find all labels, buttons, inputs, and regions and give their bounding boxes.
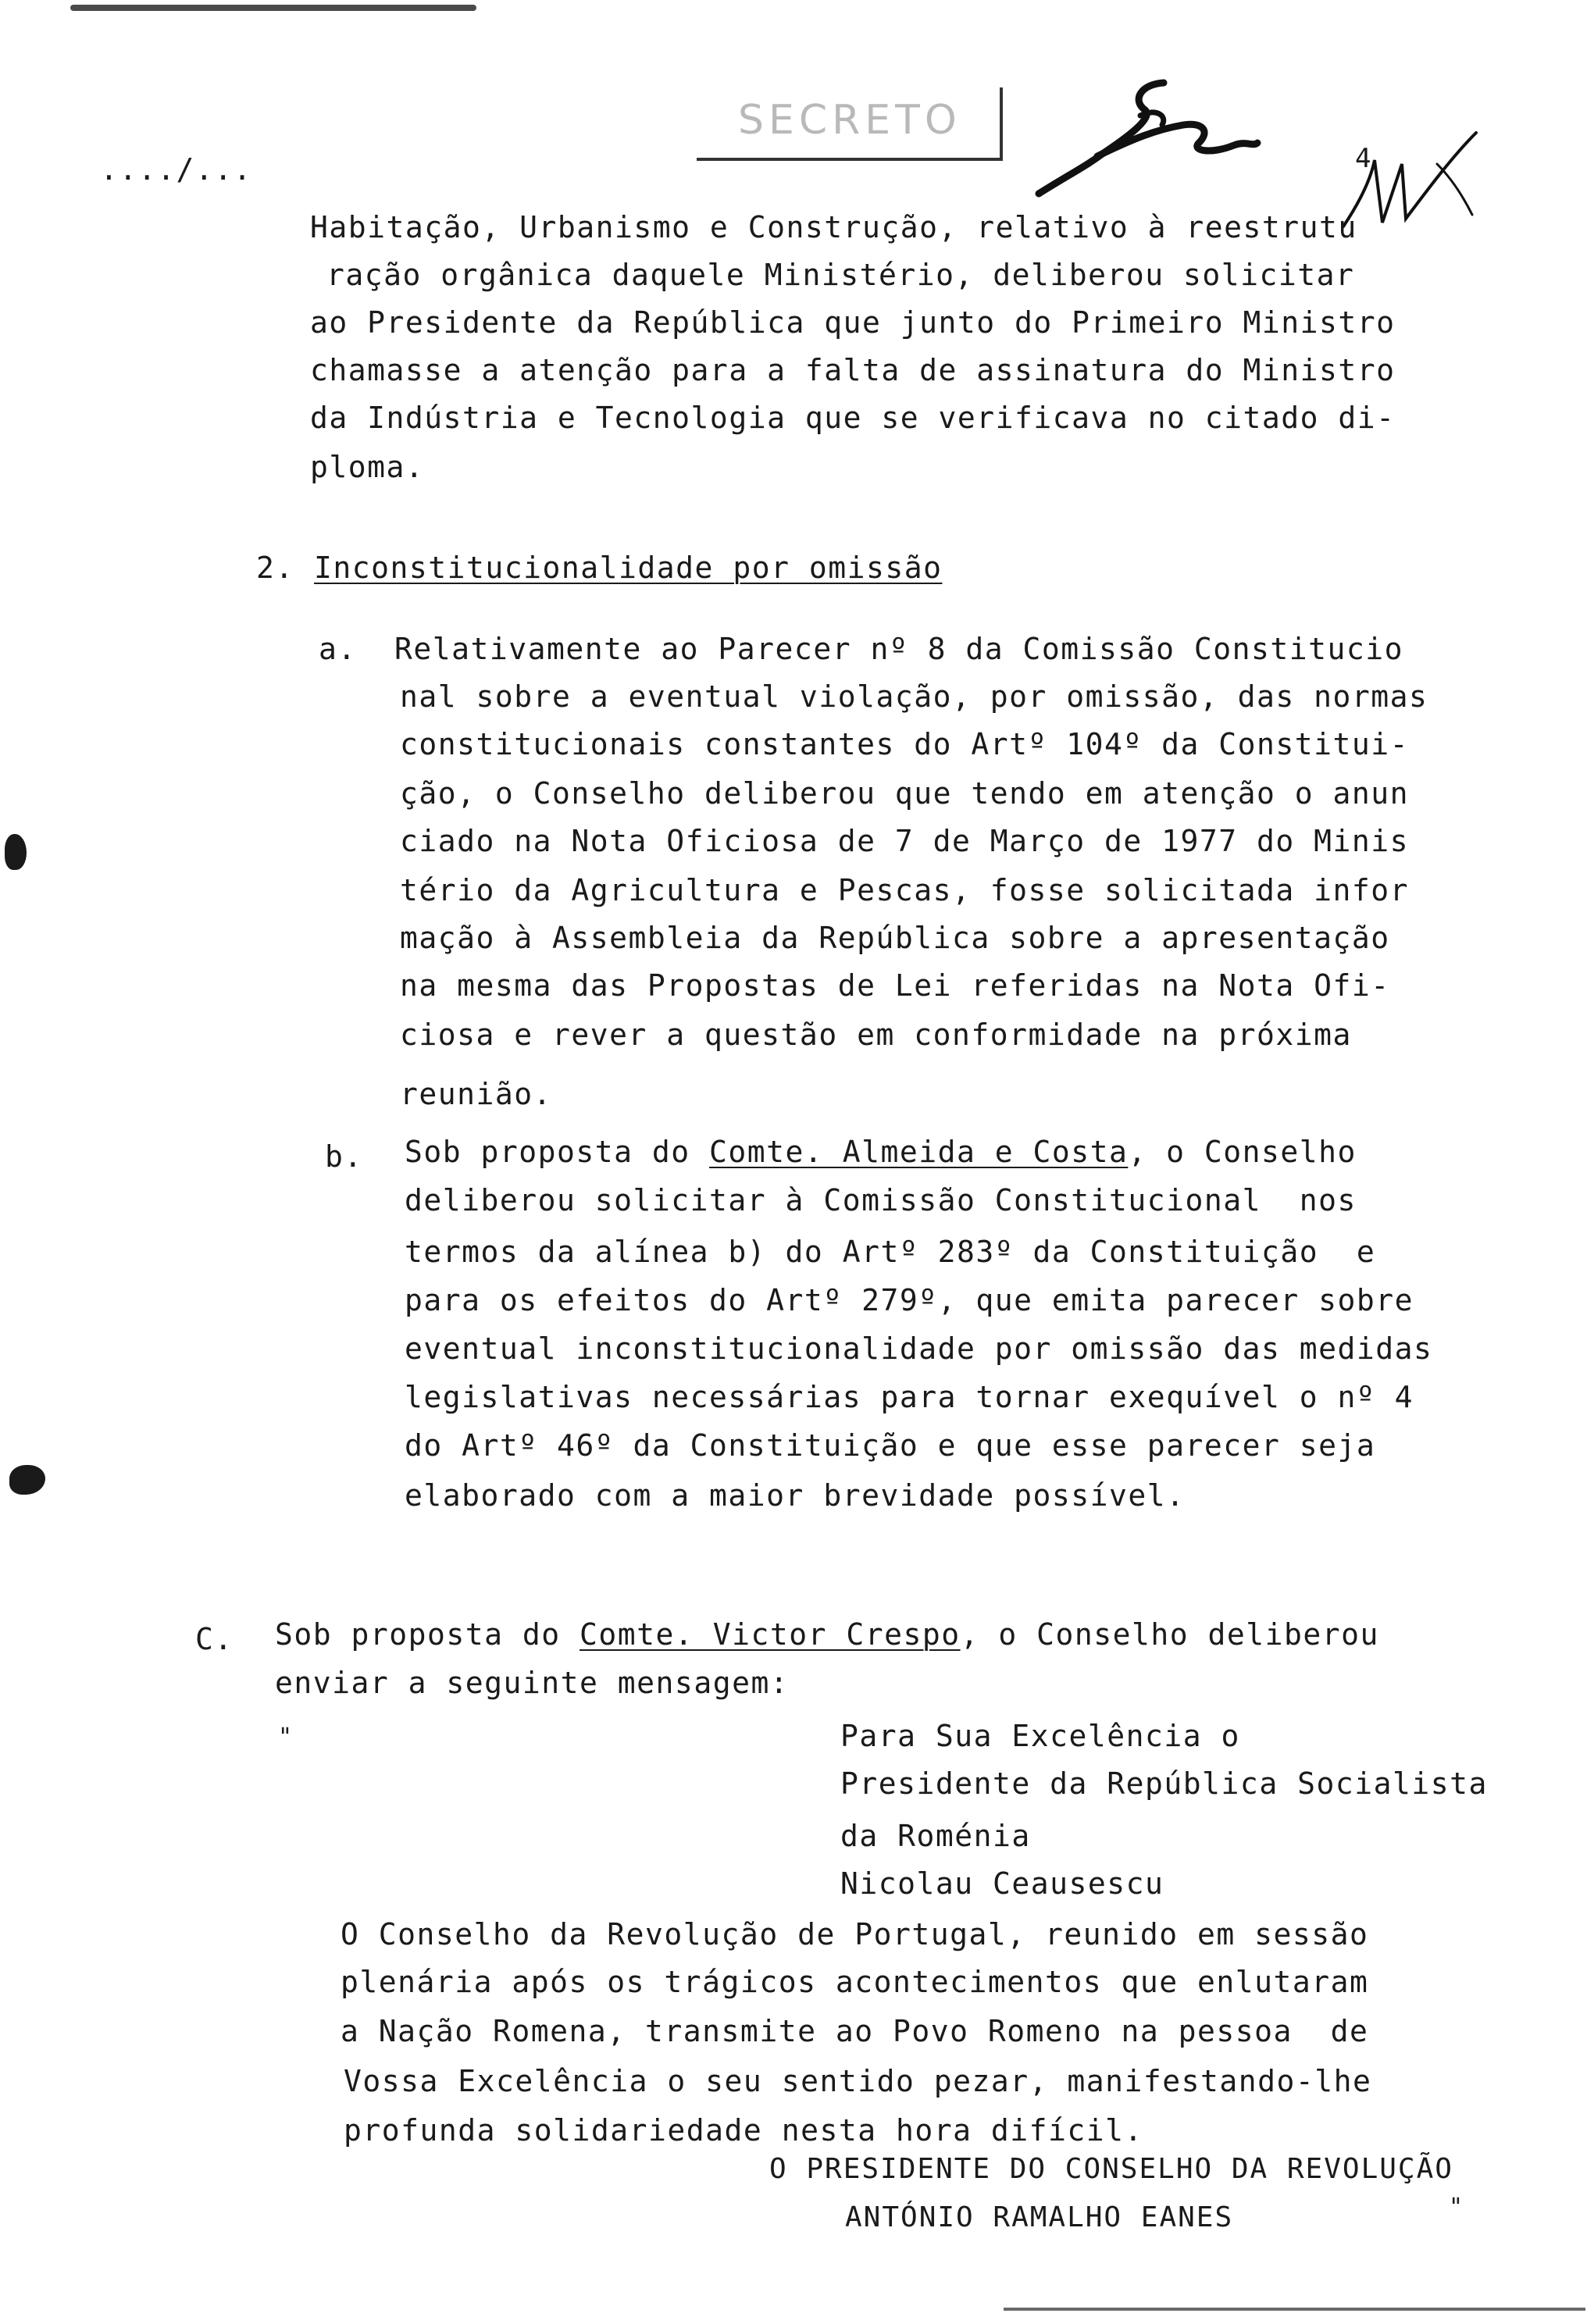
handwritten-initials [1023, 69, 1304, 209]
item-b-line-1-pre: Sob proposta do [405, 1135, 710, 1169]
item-b-proposer: Comte. Almeida e Costa [709, 1135, 1129, 1169]
message-line-1: O Conselho da Revolução de Portugal, reunido em sessão [341, 1917, 1369, 1952]
item-b-line-5: eventual inconstitucionalidade por omissão das medidas [405, 1331, 1433, 1366]
item-a-line-8: na mesma das Propostas de Lei referidas na Nota Ofi- [400, 968, 1390, 1003]
item-b-marker: b. [325, 1139, 363, 1174]
intro-line-6: ploma. [310, 450, 425, 484]
section-c-proposer: Comte. Victor Crespo [580, 1617, 961, 1652]
item-b-line-8: elaborado com a maior brevidade possível. [405, 1478, 1186, 1513]
bottom-edge-rule [1004, 2308, 1585, 2311]
item-a-line-3: constitucionais constantes do Artº 104º da Constitui- [400, 727, 1410, 761]
item-a-line-7: mação à Assembleia da República sobre a apresentação [400, 921, 1390, 955]
continuation-marker: ..../... [100, 152, 253, 187]
section-c-marker: C. [195, 1622, 234, 1656]
section-c-line-1-post: , o Conselho deliberou [960, 1617, 1379, 1652]
top-edge-rule [70, 5, 476, 11]
message-line-4: Vossa Excelência o seu sentido pezar, manifestando-lhe [344, 2064, 1372, 2098]
section-2-heading: Inconstitucionalidade por omissão [314, 551, 943, 585]
item-b-line-1 [405, 1137, 1357, 1167]
item-a-marker: a. [319, 632, 357, 666]
signature-name: ANTÓNIO RAMALHO EANES [845, 2201, 1234, 2233]
punch-hole-mark-top [5, 834, 27, 870]
item-b-line-2: deliberou solicitar à Comissão Constitucional nos [405, 1183, 1357, 1217]
intro-line-2: ração orgânica daquele Ministério, deliberou solicitar [326, 258, 1355, 292]
intro-line-1: Habitação, Urbanismo e Construção, relativo à reestrutu [310, 210, 1357, 244]
item-a-line-9: ciosa e rever a questão em conformidade na próxima [400, 1018, 1352, 1052]
item-b-line-1-post: , o Conselho [1128, 1135, 1357, 1169]
intro-line-5: da Indústria e Tecnologia que se verificava no citado di- [310, 401, 1396, 435]
addressee-line-4: Nicolau Ceausescu [840, 1866, 1164, 1901]
section-c-line-2: enviar a seguinte mensagem: [275, 1666, 790, 1700]
intro-line-4: chamasse a atenção para a falta de assinatura do Ministro [310, 353, 1396, 387]
signature-title: O PRESIDENTE DO CONSELHO DA REVOLUÇÃO [769, 2153, 1453, 2185]
message-line-5: profunda solidariedade nesta hora difícil. [344, 2113, 1143, 2148]
item-b-line-6: legislativas necessárias para tornar exequível o nº 4 [405, 1380, 1414, 1414]
item-b-line-4: para os efeitos do Artº 279º, que emita parecer sobre [405, 1283, 1414, 1317]
item-a-line-5: ciado na Nota Oficiosa de 7 de Março de 1977 do Minis [400, 824, 1410, 858]
message-close-quote: " [1449, 2194, 1464, 2221]
addressee-line-2: Presidente da República Socialista [840, 1766, 1488, 1801]
page-number: 4 [1355, 143, 1372, 174]
item-b-line-7: do Artº 46º da Constituição e que esse parecer seja [405, 1428, 1376, 1463]
classification-stamp: SECRETO [738, 97, 961, 144]
message-line-3: a Nação Romena, transmite ao Povo Romeno na pessoa de [341, 2014, 1369, 2048]
section-c-line-1 [275, 1617, 1379, 1652]
addressee-line-3: da Roménia [840, 1819, 1031, 1853]
item-a-line-10: reunião. [400, 1077, 553, 1111]
section-2-number: 2. [256, 551, 294, 585]
item-a-line-4: ção, o Conselho deliberou que tendo em atenção o anun [400, 776, 1410, 811]
message-line-2: plenária após os trágicos acontecimentos que enlutaram [341, 1965, 1369, 1999]
section-c-line-1-pre: Sob proposta do [275, 1617, 580, 1652]
item-a-line-6: tério da Agricultura e Pescas, fosse solicitada infor [400, 873, 1410, 907]
intro-line-3: ao Presidente da República que junto do Primeiro Ministro [310, 305, 1396, 340]
addressee-line-1: Para Sua Excelência o [840, 1719, 1240, 1753]
punch-hole-mark-bottom [9, 1465, 45, 1495]
message-open-quote: " [278, 1723, 294, 1751]
item-a-line-1: Relativamente ao Parecer nº 8 da Comissão Constitucio [394, 632, 1404, 666]
item-a-line-2: nal sobre a eventual violação, por omissão, das normas [400, 679, 1428, 714]
item-b-line-3: termos da alínea b) do Artº 283º da Constituição e [405, 1235, 1376, 1269]
